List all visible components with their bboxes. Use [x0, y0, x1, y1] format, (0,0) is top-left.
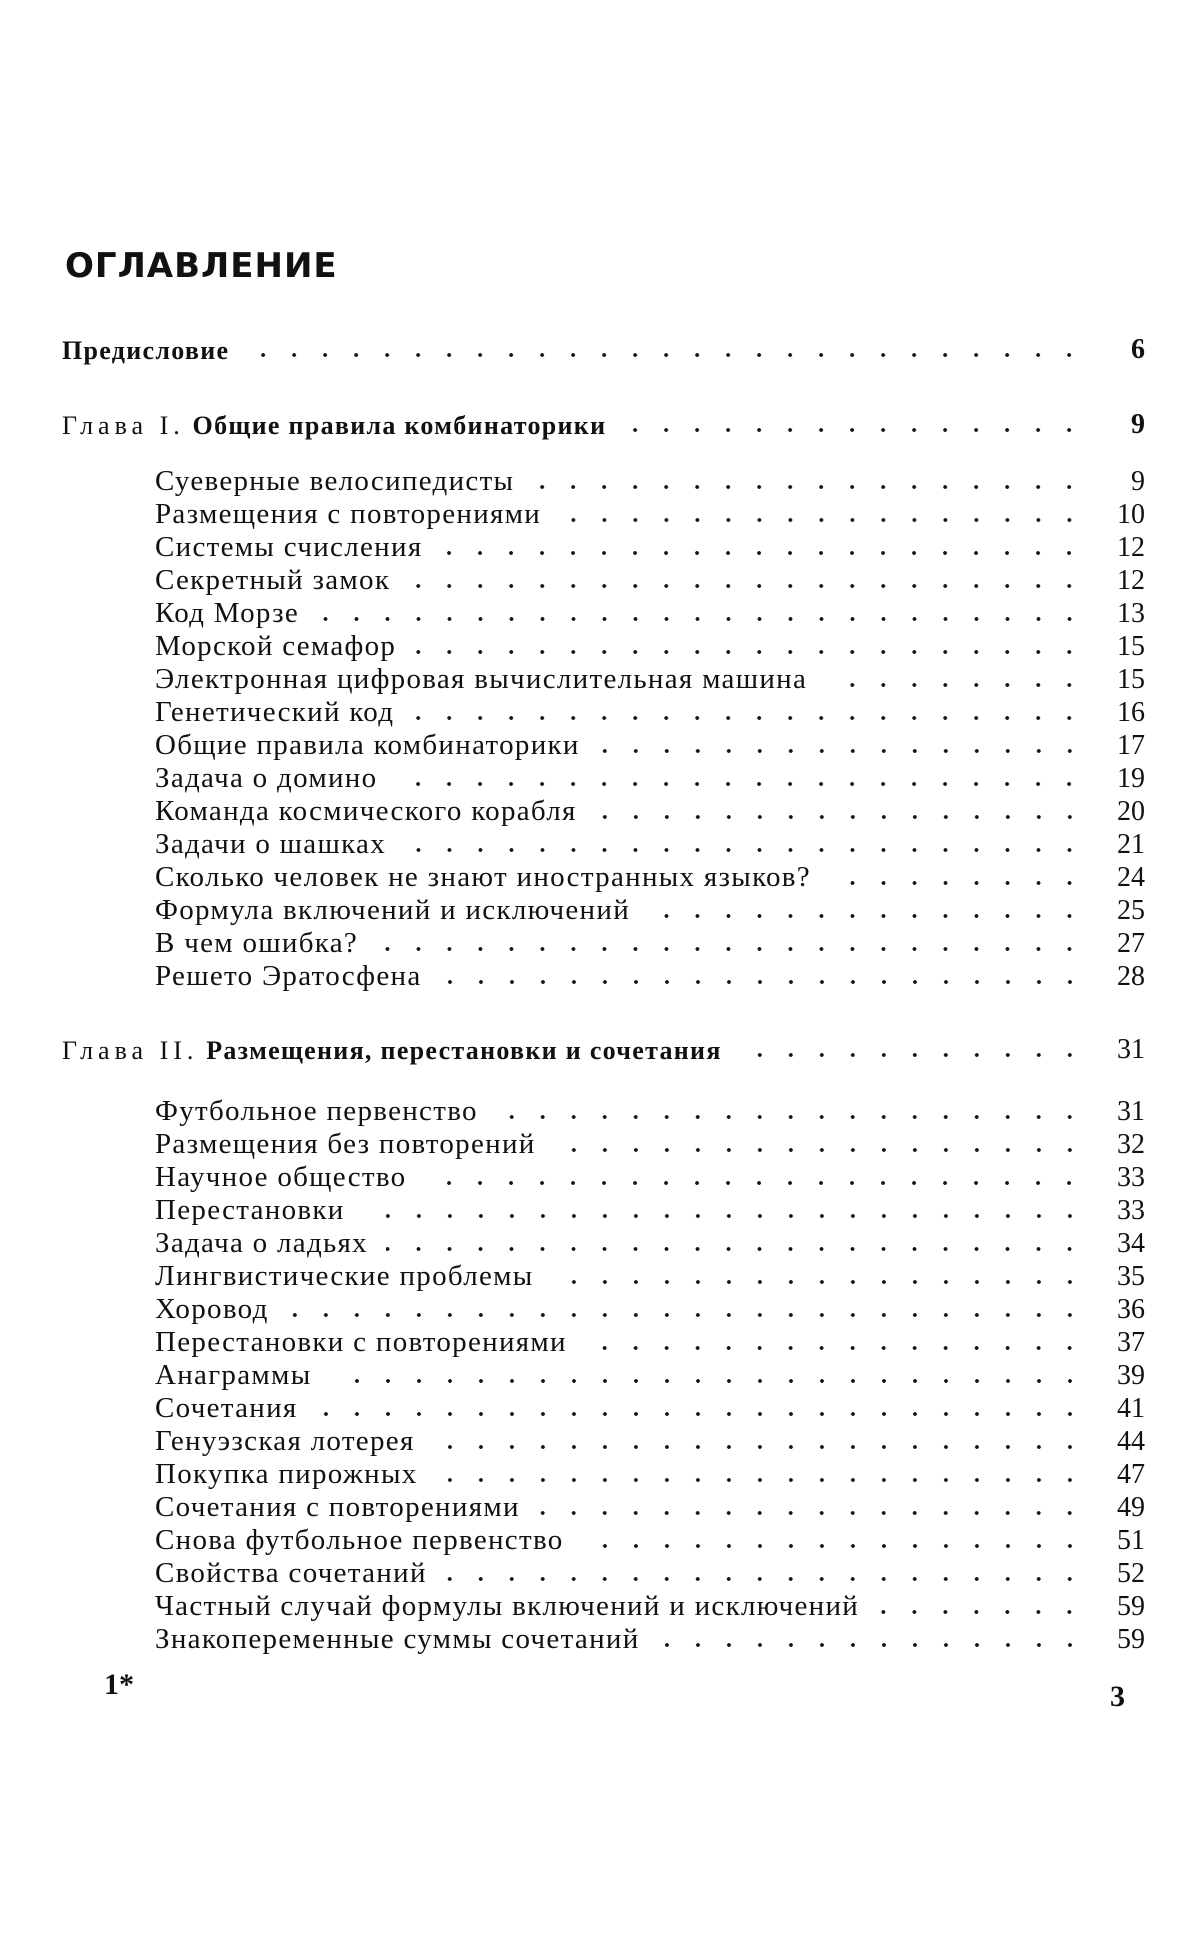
toc-section[interactable] — [155, 957, 1145, 993]
section-page: 15 — [1099, 666, 1145, 696]
section-label: Код Морзе — [155, 599, 299, 630]
toc-section[interactable] — [155, 594, 1145, 630]
section-page: 44 — [1099, 1428, 1145, 1458]
dot-leader — [330, 1379, 1086, 1383]
dot-leader — [559, 518, 1085, 522]
chapter-page: 9 — [1099, 411, 1145, 441]
section-label: Решето Эратосфена — [155, 962, 422, 993]
dot-leader — [414, 650, 1085, 654]
toc-section[interactable] — [155, 528, 1145, 564]
toc-section[interactable] — [155, 1092, 1145, 1128]
toc-section[interactable] — [155, 726, 1145, 762]
section-label: Хоровод — [155, 1295, 269, 1326]
toc-section[interactable] — [155, 1158, 1145, 1194]
section-label: Знакопеременные суммы сочетаний — [155, 1625, 640, 1656]
section-page: 52 — [1099, 1560, 1145, 1590]
toc-section[interactable] — [155, 825, 1145, 861]
toc-section[interactable] — [155, 1257, 1145, 1293]
section-label: Научное общество — [155, 1163, 406, 1194]
dot-leader — [412, 716, 1085, 720]
section-page: 28 — [1099, 963, 1145, 993]
toc-section[interactable] — [155, 858, 1145, 894]
dot-leader — [877, 1610, 1085, 1614]
dot-leader — [825, 683, 1085, 687]
section-label: Футбольное первенство — [155, 1097, 478, 1128]
dot-leader — [436, 1478, 1085, 1482]
toc-section[interactable] — [155, 693, 1145, 729]
toc-section[interactable] — [155, 891, 1145, 927]
dot-leader — [408, 584, 1085, 588]
section-page: 24 — [1099, 864, 1145, 894]
section-page: 59 — [1099, 1593, 1145, 1623]
section-page: 33 — [1099, 1164, 1145, 1194]
section-page: 25 — [1099, 897, 1145, 927]
dot-leader — [829, 881, 1085, 885]
section-label: Частный случай формулы включений и исключений — [155, 1592, 859, 1623]
section-label: Генуэзская лотерея — [155, 1427, 415, 1458]
section-label: Морской семафор — [155, 632, 396, 663]
chapter-title: Размещения, перестановки и сочетания — [206, 1036, 722, 1065]
section-page: 15 — [1099, 633, 1145, 663]
toc-section[interactable] — [155, 1587, 1145, 1623]
toc-section[interactable] — [155, 1554, 1145, 1590]
dot-leader — [598, 749, 1085, 753]
toc-section[interactable] — [155, 1620, 1145, 1656]
dot-leader — [648, 914, 1085, 918]
section-page: 33 — [1099, 1197, 1145, 1227]
chapter-page: 31 — [1099, 1036, 1145, 1066]
section-page: 39 — [1099, 1362, 1145, 1392]
chapter-heading — [62, 1038, 722, 1066]
section-label: Сочетания — [155, 1394, 298, 1425]
section-label: Лингвистические проблемы — [155, 1262, 534, 1293]
dot-leader — [376, 947, 1085, 951]
section-page: 17 — [1099, 732, 1145, 762]
toc-section[interactable] — [155, 1389, 1145, 1425]
section-page: 13 — [1099, 600, 1145, 630]
dot-leader — [552, 1280, 1085, 1284]
chapter-prefix: Глава I. — [62, 411, 185, 440]
section-label: Снова футбольное первенство — [155, 1526, 564, 1557]
section-page: 21 — [1099, 831, 1145, 861]
toc-section[interactable] — [155, 1455, 1145, 1491]
section-label: Суеверные велосипедисты — [155, 467, 514, 498]
toc-chapter-2[interactable] — [62, 1030, 1145, 1066]
toc-section[interactable] — [155, 1290, 1145, 1326]
section-label: Задача о домино — [155, 764, 377, 795]
dot-leader — [433, 1445, 1085, 1449]
section-page: 32 — [1099, 1131, 1145, 1161]
section-page: 59 — [1099, 1626, 1145, 1656]
section-page: 9 — [1099, 468, 1145, 498]
dot-leader — [287, 1313, 1085, 1317]
toc-entry-preface[interactable] — [62, 330, 1145, 366]
chapter-prefix: Глава II. — [62, 1036, 198, 1065]
section-label: Сочетания с повторениями — [155, 1493, 520, 1524]
dot-leader — [317, 617, 1085, 621]
toc-section[interactable] — [155, 1521, 1145, 1557]
toc-chapter-1[interactable] — [62, 405, 1145, 441]
dot-leader — [532, 485, 1085, 489]
page-number: 3 — [1110, 1680, 1125, 1714]
section-label: Электронная цифровая вычислительная машина — [155, 665, 807, 696]
section-page: 31 — [1099, 1098, 1145, 1128]
section-label: Свойства сочетаний — [155, 1559, 427, 1590]
dot-leader — [363, 1214, 1085, 1218]
page-title: ОГЛАВЛЕНИЕ — [65, 246, 338, 286]
section-label: Секретный замок — [155, 566, 390, 597]
section-label: Формула включений и исключений — [155, 896, 630, 927]
section-page: 12 — [1099, 567, 1145, 597]
toc-section[interactable] — [155, 660, 1145, 696]
toc-section[interactable] — [155, 627, 1145, 663]
section-page: 20 — [1099, 798, 1145, 828]
section-page: 47 — [1099, 1461, 1145, 1491]
section-page: 16 — [1099, 699, 1145, 729]
section-label: Перестановки — [155, 1196, 345, 1227]
dot-leader — [440, 980, 1085, 984]
preface-page: 6 — [1099, 336, 1145, 366]
preface-label: Предисловие — [62, 338, 229, 366]
toc-section[interactable] — [155, 462, 1145, 498]
section-page: 12 — [1099, 534, 1145, 564]
section-page: 37 — [1099, 1329, 1145, 1359]
section-page: 35 — [1099, 1263, 1145, 1293]
printer-signature: 1* — [104, 1668, 134, 1702]
dot-leader — [404, 848, 1085, 852]
dot-leader — [386, 1247, 1085, 1251]
section-page: 34 — [1099, 1230, 1145, 1260]
section-page: 19 — [1099, 765, 1145, 795]
toc-section[interactable] — [155, 1191, 1145, 1227]
toc-section[interactable] — [155, 495, 1145, 531]
section-label: Общие правила комбинаторики — [155, 731, 580, 762]
section-label: Задачи о шашках — [155, 830, 386, 861]
section-page: 49 — [1099, 1494, 1145, 1524]
section-label: В чем ошибка? — [155, 929, 358, 960]
dot-leader — [740, 1053, 1085, 1057]
toc-section[interactable] — [155, 1125, 1145, 1161]
section-label: Покупка пирожных — [155, 1460, 418, 1491]
section-label: Генетический код — [155, 698, 394, 729]
toc-section[interactable] — [155, 1422, 1145, 1458]
dot-leader — [585, 1346, 1085, 1350]
toc-section[interactable] — [155, 561, 1145, 597]
section-page: 10 — [1099, 501, 1145, 531]
dot-leader — [316, 1412, 1085, 1416]
section-page: 27 — [1099, 930, 1145, 960]
dot-leader — [538, 1511, 1085, 1515]
toc-section[interactable] — [155, 1488, 1145, 1524]
chapter-heading — [62, 413, 606, 441]
section-page: 51 — [1099, 1527, 1145, 1557]
dot-leader — [624, 428, 1085, 432]
section-label: Перестановки с повторениями — [155, 1328, 567, 1359]
toc-section[interactable] — [155, 1224, 1145, 1260]
section-label: Размещения без повторений — [155, 1130, 536, 1161]
toc-section[interactable] — [155, 759, 1145, 795]
section-label: Задача о ладьях — [155, 1229, 368, 1260]
toc-section[interactable] — [155, 792, 1145, 828]
dot-leader — [595, 815, 1085, 819]
section-label: Системы счисления — [155, 533, 422, 564]
dot-leader — [496, 1115, 1085, 1119]
dot-leader — [395, 782, 1085, 786]
dot-leader — [554, 1148, 1085, 1152]
section-page: 36 — [1099, 1296, 1145, 1326]
dot-leader — [440, 551, 1085, 555]
toc-section[interactable] — [155, 924, 1145, 960]
toc-section[interactable] — [155, 1323, 1145, 1359]
toc-section[interactable] — [155, 1356, 1145, 1392]
dot-leader — [658, 1643, 1085, 1647]
dot-leader — [445, 1577, 1085, 1581]
section-page: 41 — [1099, 1395, 1145, 1425]
chapter-title: Общие правила комбинаторики — [193, 411, 607, 440]
section-label: Команда космического корабля — [155, 797, 577, 828]
dot-leader — [247, 353, 1085, 357]
section-label: Анаграммы — [155, 1361, 312, 1392]
dot-leader — [424, 1181, 1085, 1185]
dot-leader — [582, 1544, 1085, 1548]
section-label: Размещения с повторениями — [155, 500, 541, 531]
section-label: Сколько человек не знают иностранных языков? — [155, 863, 811, 894]
